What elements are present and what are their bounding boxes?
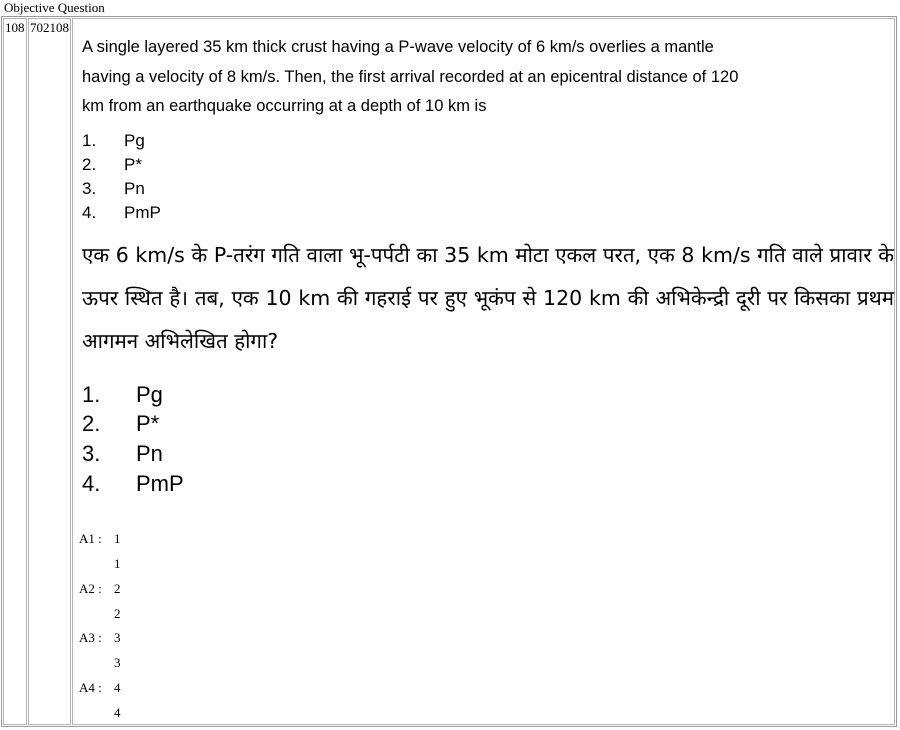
answer-label: A4 : xyxy=(79,680,102,695)
option-text: PmP xyxy=(124,203,161,222)
option-number: 3. xyxy=(82,179,97,198)
option-text: Pg xyxy=(136,382,163,407)
answer-sub-value: 4 xyxy=(114,705,121,720)
option-number: 4. xyxy=(82,471,101,496)
question-text-english: A single layered 35 km thick crust having a P-wave velocity of 6 km/s overlies a mantle having a velocity of 8 km/s. Then, the first arrival recorded at an epicentral distance of 120 km from an earthquake occurring at a depth of 10 km is xyxy=(82,38,739,115)
answer-sub-value: 3 xyxy=(114,655,121,670)
answer-label: A2 : xyxy=(79,581,102,596)
option-number: 1. xyxy=(82,382,101,407)
answer-value: 2 xyxy=(114,581,121,596)
question-serial: 108 xyxy=(5,20,25,35)
serial-cell xyxy=(3,18,27,725)
section-header: Objective Question xyxy=(4,0,105,15)
option-number: 3. xyxy=(82,441,101,466)
answer-value: 4 xyxy=(114,680,121,695)
answer-sub-value: 2 xyxy=(114,606,121,621)
option-number: 2. xyxy=(82,155,97,174)
option-text: Pn xyxy=(124,179,145,198)
option-number: 2. xyxy=(82,411,101,436)
question-body-cell xyxy=(72,18,895,725)
option-number: 1. xyxy=(82,131,97,150)
answer-value: 1 xyxy=(114,531,121,546)
answer-value: 3 xyxy=(114,630,121,645)
answer-label: A3 : xyxy=(79,630,102,645)
question-id-cell xyxy=(28,18,71,725)
answer-sub-value: 1 xyxy=(114,556,121,571)
option-text: Pg xyxy=(124,131,145,150)
option-text: P* xyxy=(136,411,160,436)
question-text-hindi: एक 6 km/s के P-तरंग गति वाला भू-पर्पटी का 35 km मोटा एकल परत, एक 8 km/s गति वाले प्रावार के ऊपर स्थित है। तब, एक 10 km की गहराई पर हुए भूकंप से 120 km की अभिकेन्द्री दूरी पर किसका प्रथम आगमन अभिलेखित होगा? xyxy=(82,243,894,353)
answer-label: A1 : xyxy=(79,531,102,546)
option-text: P* xyxy=(124,155,142,174)
option-text: PmP xyxy=(136,471,184,496)
option-number: 4. xyxy=(82,203,97,222)
question-id: 702108 xyxy=(30,20,69,35)
option-text: Pn xyxy=(136,441,163,466)
